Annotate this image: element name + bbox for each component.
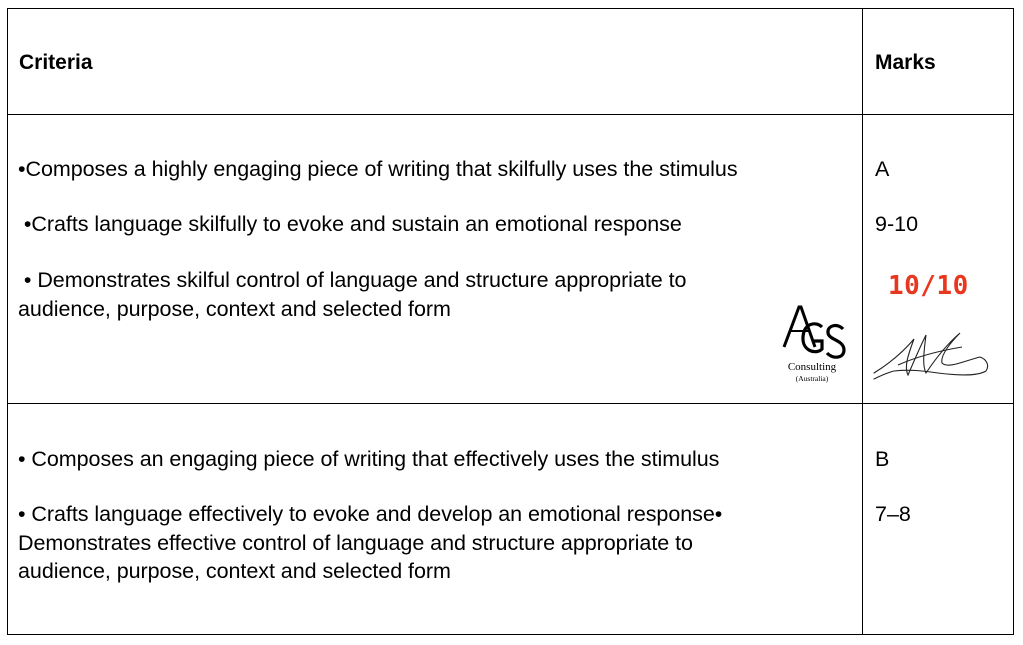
range-b: 7–8 bbox=[875, 502, 911, 526]
column-divider bbox=[862, 9, 863, 634]
header-row-divider bbox=[8, 114, 1013, 115]
logo-australia-text: (Australia) bbox=[795, 374, 829, 383]
criteria-row-a-line-2: •Crafts language skilfully to evoke and sustain an emotional response bbox=[18, 212, 682, 236]
range-a: 9-10 bbox=[875, 212, 919, 236]
criteria-row-a-line-1: •Composes a highly engaging piece of writing that skilfully uses the stimulus bbox=[18, 157, 738, 181]
criteria-row-a-line-3: • Demonstrates skilful control of language and structure appropriate to bbox=[18, 268, 687, 292]
criteria-row-b-line-3: Demonstrates effective control of language and structure appropriate to bbox=[18, 531, 693, 555]
grade-a: A bbox=[875, 157, 890, 181]
ags-monogram-icon bbox=[782, 305, 846, 363]
criteria-row-b-line-4: audience, purpose, context and selected form bbox=[18, 559, 451, 583]
logo-consulting-text: Consulting bbox=[787, 361, 837, 373]
criteria-row-b-line-2: • Crafts language effectively to evoke and develop an emotional response• bbox=[18, 502, 723, 526]
row-divider bbox=[8, 403, 1013, 404]
ags-consulting-logo bbox=[778, 305, 846, 387]
criteria-row-b-line-1: • Composes an engaging piece of writing that effectively uses the stimulus bbox=[18, 447, 720, 471]
awarded-score: 10/10 bbox=[888, 271, 969, 301]
signature-icon bbox=[868, 317, 993, 387]
criteria-row-a-line-4: audience, purpose, context and selected form bbox=[18, 297, 451, 321]
criteria-column-header: Criteria bbox=[19, 51, 93, 74]
marks-column-header: Marks bbox=[875, 51, 936, 74]
marking-rubric-table bbox=[7, 8, 1014, 635]
grade-b: B bbox=[875, 447, 890, 471]
